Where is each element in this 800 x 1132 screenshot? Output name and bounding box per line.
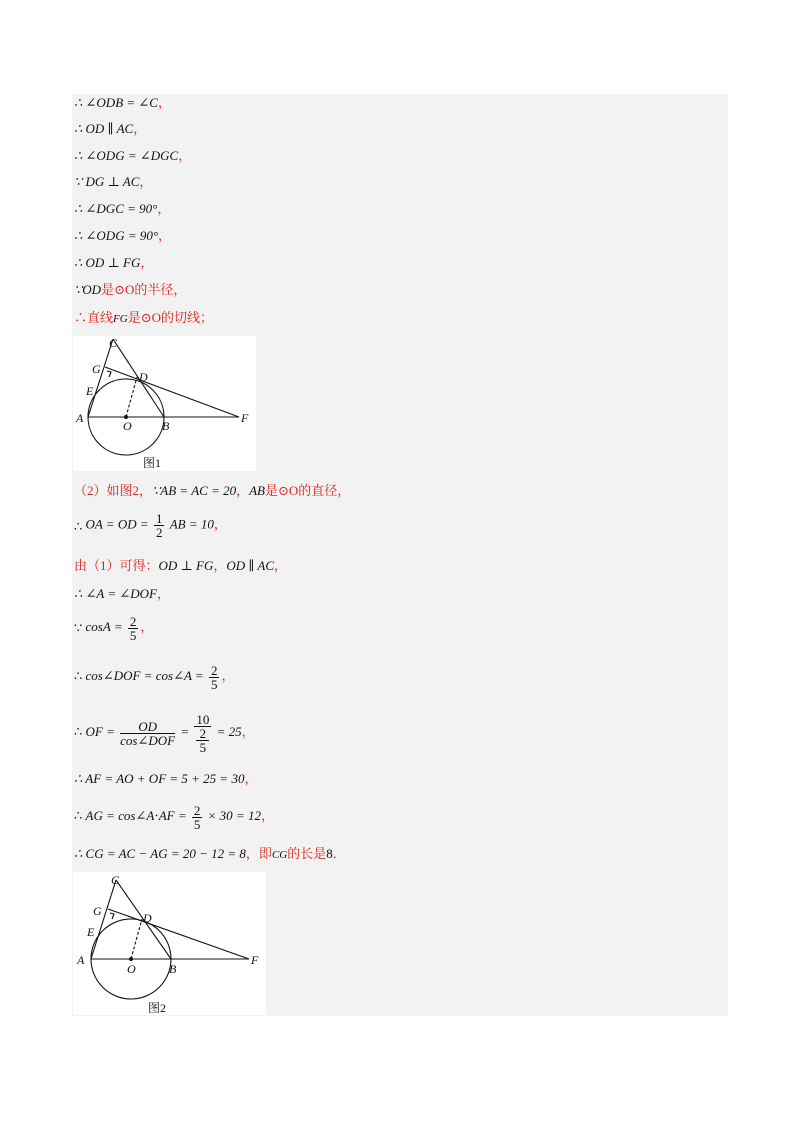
proof-line-1: ∴ ∠ODB = ∠C，: [74, 95, 171, 110]
proof-line-7: ∴ OD ⊥ FG，: [74, 255, 154, 270]
part2-line-3: 由（1）可得：OD ⊥ FG，OD ∥ AC，: [74, 558, 288, 573]
label-C-2: C: [111, 873, 120, 887]
proof-line-3: ∴ ∠ODG = ∠DGC，: [74, 148, 192, 163]
figure-1-caption: 图1: [143, 456, 162, 470]
label-A-2: A: [77, 953, 85, 967]
part2-line-1: （2）如图2，∵AB = AC = 20，AB是⊙O的直径，: [74, 483, 351, 498]
part2-line-10: ∴ CG = AC − AG = 20 − 12 = 8，即CG的长是8．: [74, 846, 346, 861]
label-F: F: [241, 411, 249, 425]
figure-2: [73, 872, 266, 1015]
label-D-2: D: [143, 911, 152, 925]
fraction-half: $\frac{1}{2}$: [155, 511, 163, 540]
fraction-complex: 10 2 5: [196, 711, 210, 755]
part2-line-8: ∴ AF = AO + OF = 5 + 25 = 30，: [74, 771, 258, 786]
label-G: G: [92, 362, 101, 376]
proof-line-9: ∴直线FG是⊙O的切线；: [74, 310, 213, 325]
label-O-2: O: [127, 962, 136, 976]
proof-line-4: ∵ DG ⊥ AC，: [74, 174, 153, 189]
part2-line-9: ∴ AG = cos∠A⋅AF = $\frac{2}{5}$ × 30 = 12，: [74, 802, 274, 832]
label-G-2: G: [93, 904, 102, 918]
fraction-two-fifths-b: $\frac{2}{5}$: [210, 662, 218, 692]
fraction-od-over-cos: $\frac{OD}{\text{cos∠DOF}}$: [120, 718, 176, 748]
label-E: E: [86, 384, 94, 398]
part2-line-7: ∴ OF = $\frac{OD}{\text{cos∠DOF}}$ = 10 2 5 = 25，: [74, 711, 255, 755]
part2-line-6: ∴ cos∠DOF = cos∠A = $\frac{2}{5}$ ，: [74, 662, 235, 692]
geometry-diagram-1: [73, 336, 256, 471]
label-O: O: [123, 419, 132, 433]
part2-line-2: ∴ OA = OD = $\frac{1}{2}$ AB = 10，: [74, 511, 227, 540]
figure-2-caption: 图2: [148, 1001, 167, 1015]
label-F-2: F: [251, 953, 259, 967]
label-B: B: [162, 419, 170, 433]
proof-line-5: ∴ ∠DGC = 90°，: [74, 201, 171, 216]
fraction-two-fifths-a: $\frac{2}{5}$: [129, 613, 137, 643]
fraction-two-fifths-c: $\frac{2}{5}$: [193, 802, 201, 832]
part2-line-5: ∵ cosA = $\frac{2}{5}$ ，: [74, 613, 154, 643]
proof-line-2: ∴ OD ∥ AC，: [74, 121, 147, 136]
part2-line-4: ∴ ∠A = ∠DOF，: [74, 586, 171, 601]
label-A: A: [76, 411, 84, 425]
figure-1: [73, 336, 256, 471]
proof-line-6: ∴ ∠ODG = 90°，: [74, 228, 172, 243]
label-B-2: B: [169, 962, 177, 976]
label-D: D: [139, 370, 148, 384]
label-C: C: [109, 336, 118, 350]
proof-line-8: ∵OD是⊙O的半径，: [74, 282, 187, 297]
label-E-2: E: [87, 925, 95, 939]
geometry-diagram-2: [73, 872, 266, 1015]
